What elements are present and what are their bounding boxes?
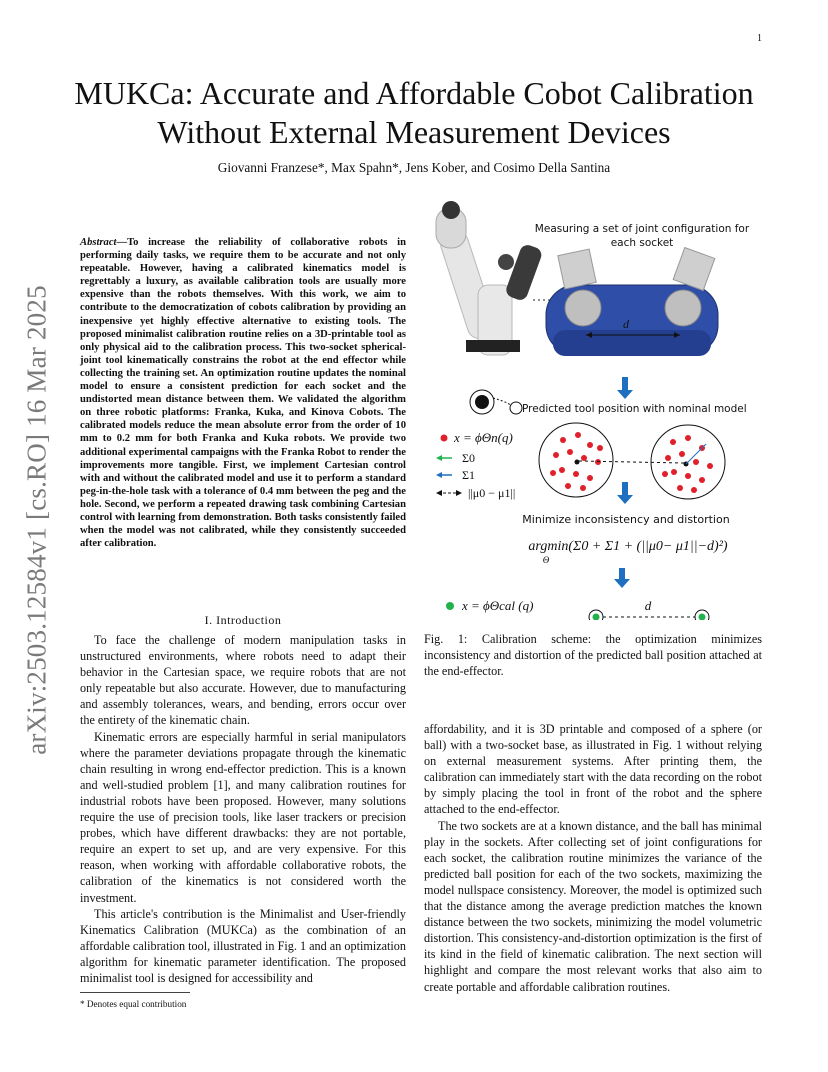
arrow-down-icon bbox=[617, 482, 633, 504]
calibrated-distance-label: d bbox=[644, 598, 652, 613]
body-paragraph: The two sockets are at a known distance, and the ball has minimal play in the sockets. After collecting set of joint configurations for each socket, the calibration routine minimizes the variance of the predicted ball position for each of the two sockets, maximizing the model nullspace consistency. Moreover, the model is optimized such that the distance among the average prediction matches the known distance between the two sockets, minimizing the model volumetric distortion. This consistency-and-distortion optimization is the first of its kind in the field of kinematic calibration. The next section will highlight and compare the most relevant works that also aim to create portable and affordable calibration routines. bbox=[424, 818, 762, 994]
legend-mean-distance: ||μ0 − μ1|| bbox=[468, 486, 516, 500]
abstract-text: —To increase the reliability of collaborative robots in performing daily tasks, we require them to be accurate and not only repeatable. However, having a calibrated kinematics model is regrettably a luxury, as available calibration tools are usually more expensive than the robots themselves. With this work, we aim to contribute to the democratization of cobots calibration by providing an inexpensive yet highly effective alternative to existing tools. The proposed minimalist calibration routine relies on a 3D-printable tool as only physical aid to the calibration process. This two-socket spherical-joint tool kinematically constrains the robot at the end effector while collecting the training set. An optimization routine updates the nominal model to ensure a consistent prediction for each socket and the undistorted mean distance between them. We validated the algorithm on three robotic platforms: Franka, Kuka, and Kinova Cobots. The calibrated models reduce the mean absolute error from the order of 10 mm to 0.2 mm for both Franka and Kuka robots. We provide two additional experimental campaigns with the Franka Robot to render the improvements more tangible. First, we implement Cartesian control with and without the calibrated model and use it to perform a standard peg-in-the-hole task with a tolerance of 0.4 mm between the peg and the hole. Second, we perform a repeated drawing task combining Cartesian control with learning from demonstration. Both tasks consistently failed when the model was not calibrated, while they consistently succeeded after calibration. bbox=[80, 237, 406, 550]
tool-distance-label: d bbox=[623, 317, 629, 331]
legend-sigma0: Σ0 bbox=[462, 451, 475, 465]
scatter-cluster-right bbox=[651, 425, 725, 499]
intro-paragraph: This article's contribution is the Minimalist and User-friendly Kinematics Calibration (MUKCa) as the combination of an affordable calibration tool, illustrated in Fig. 1 and an optimization algorithm for kinematic parameter identification. The proposed minimalist tool is designed for accessibility and bbox=[80, 906, 406, 985]
footnote: * Denotes equal contribution bbox=[80, 999, 187, 1009]
legend-green-dot bbox=[446, 602, 454, 610]
right-column-body bbox=[424, 721, 762, 995]
introduction-body bbox=[80, 632, 406, 986]
legend-red-dot bbox=[441, 435, 448, 442]
scatter-cluster-left bbox=[539, 423, 613, 497]
arxiv-stamp bbox=[22, 280, 52, 760]
arrow-down-icon bbox=[617, 377, 633, 399]
label-measuring: Measuring a set of joint configuration for each socket bbox=[534, 223, 750, 249]
legend-x-calibrated: x = ϕΘcal (q) bbox=[462, 598, 534, 613]
optimization-formula: argmin(Σ0 + Σ1 + (||μ0− μ1||−d)²) bbox=[528, 539, 728, 554]
label-predicted: Predicted tool position with nominal model bbox=[522, 403, 747, 415]
optimization-formula-subscript: Θ bbox=[542, 555, 550, 565]
body-paragraph: affordability, and it is 3D printable and composed of a sphere (or ball) with a two-socket base, as illustrated in Fig. 1 without relying on external measurement systems. After printing them, the calibration can immediately start with the data recording on the robot by simply placing the tool in front of the robot and the sphere attached to the end-effector. bbox=[424, 722, 762, 817]
calibration-tool-illustration bbox=[546, 248, 718, 356]
figure-calibration-scheme bbox=[418, 190, 764, 620]
intro-paragraph: To face the challenge of modern manipulation tasks in unstructured environments, where robots need to adapt their behavior in the Cartesian space, we require robots that are not only repeatable but also accurate. However, due to manufacturing and assembly tolerances, wears, and bending, errors occur over the entirety of the kinematic chain. bbox=[80, 633, 406, 728]
page-number: 1 bbox=[757, 33, 762, 44]
section-heading-introduction: I. Introduction bbox=[204, 613, 282, 627]
footnote-rule bbox=[80, 992, 190, 993]
legend-x-nominal: x = ϕΘn(q) bbox=[454, 430, 513, 445]
authors: Giovanni Franzese*, Max Spahn*, Jens Kober, and Cosimo Della Santina bbox=[217, 160, 611, 175]
abstract bbox=[80, 236, 406, 550]
arxiv-stamp-text: arXiv:2503.12584v1 [cs.RO] 16 Mar 2025 bbox=[21, 285, 52, 755]
arrow-down-icon bbox=[614, 568, 630, 588]
figure-caption: Fig. 1: Calibration scheme: the optimization minimizes inconsistency and distortion of the predicted ball position attached at the end-effector. bbox=[424, 632, 762, 679]
legend-sigma1: Σ1 bbox=[462, 468, 475, 482]
label-minimize: Minimize inconsistency and distortion bbox=[522, 513, 730, 526]
intro-paragraph: Kinematic errors are especially harmful in serial manipulators where the parameter deviations propagate through the kinematic chain resulting in wrong end-effector prediction. This is a known and well-studied problem [1], and many calibration routines for industrial robots have been proposed. However, many solutions require the use of precision tools, like laser trackers or precision probes, which have different drawbacks: they are not portable, require an expert to set up, and are very expensive. For this reason, when working with affordable collaborative robots, the calibration of the kinematics is not considered worth the investment. bbox=[80, 729, 406, 905]
abstract-label: Abstract bbox=[80, 237, 117, 248]
paper-title: MUKCa: Accurate and Affordable Cobot Calibration Without External Measurement Devices bbox=[74, 75, 754, 150]
